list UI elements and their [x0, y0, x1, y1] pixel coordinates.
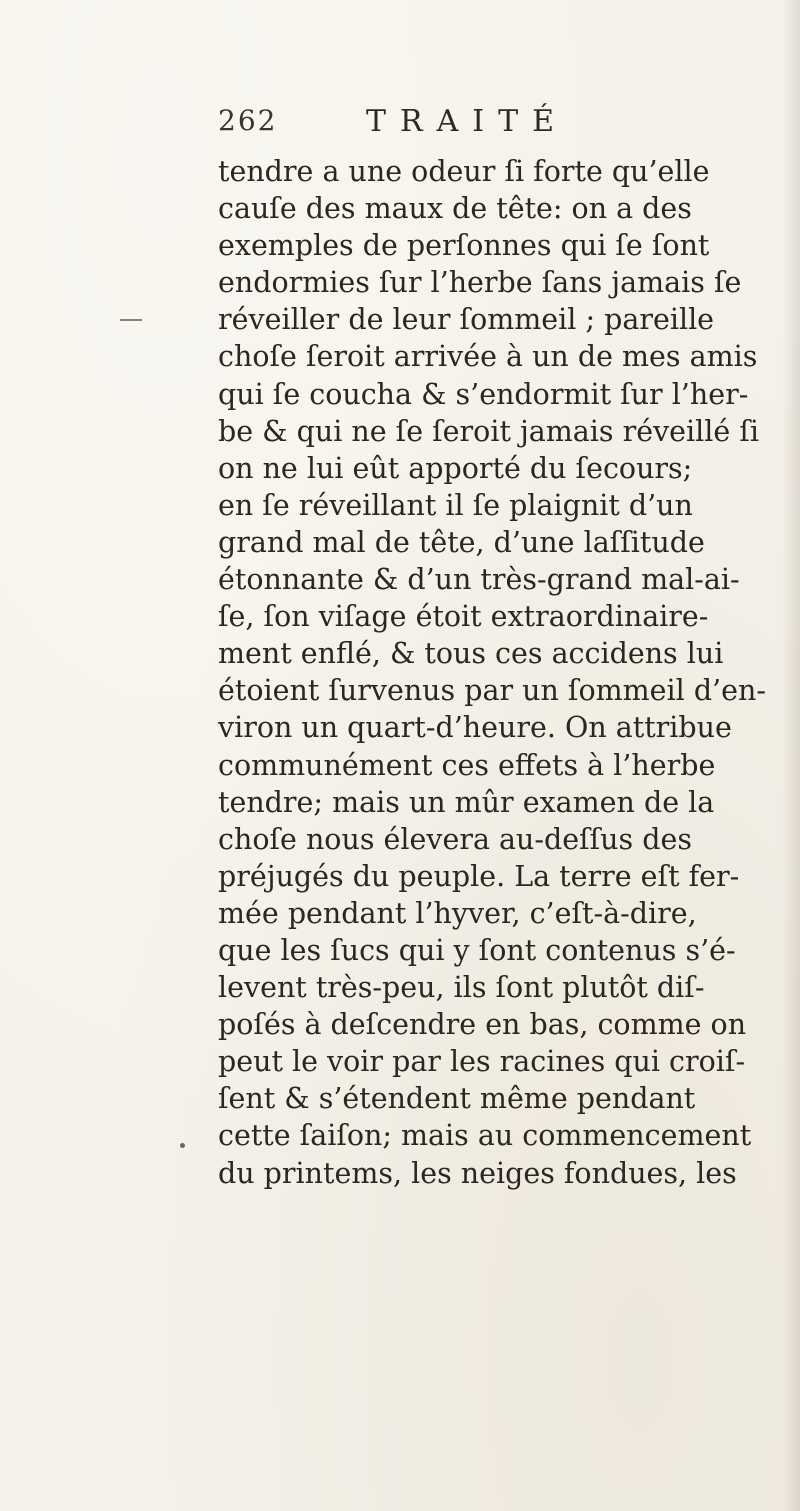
text-line: tendre a une odeur ſi forte qu’elle	[218, 155, 710, 188]
text-line: be & qui ne ſe ſeroit jamais réveillé ſi	[218, 414, 759, 448]
text-line: préjugés du peuple. La terre eſt fer-	[218, 859, 740, 893]
margin-mark	[120, 319, 142, 321]
page-header	[218, 104, 638, 144]
text-line: cette ſaiſon; mais au commencement	[218, 1119, 752, 1153]
text-line: choſe nous élevera au-deſſus des	[218, 822, 692, 856]
margin-dot	[180, 1143, 185, 1148]
text-line: on ne lui eût apporté du ſecours;	[218, 451, 693, 485]
running-title: TRAITÉ	[366, 104, 569, 139]
text-line: exemples de perſonnes qui ſe ſont	[218, 229, 710, 263]
text-line: ment enflé, & tous ces accidens lui	[218, 637, 724, 671]
text-line: du printems, les neiges fondues, les	[218, 1156, 737, 1190]
text-line: choſe ſeroit arrivée à un de mes amis	[218, 340, 758, 374]
text-line: cauſe des maux de tête: on a des	[218, 192, 692, 226]
text-line: réveiller de leur ſommeil ; pareille	[218, 303, 715, 337]
text-line: mée pendant l’hyver, c’eſt-à-dire,	[218, 896, 697, 930]
text-line: viron un quart-d’heure. On attribue	[218, 711, 732, 745]
text-line: ſe, ſon viſage étoit extraordinaire-	[218, 600, 709, 634]
text-line: communément ces effets à l’herbe	[218, 748, 716, 782]
body-text	[218, 153, 793, 1192]
text-line: grand mal de tête, d’une laſſitude	[218, 525, 705, 559]
text-line: étonnante & d’un très-grand mal-ai-	[218, 563, 740, 597]
text-line: levent très-peu, ils ſont plutôt diſ-	[218, 971, 705, 1005]
text-line: étoient ſurvenus par un ſommeil d’en-	[218, 674, 766, 708]
text-line: ſent & s’étendent même pendant	[218, 1082, 696, 1116]
text-line: peut le voir par les racines qui croiſ-	[218, 1045, 746, 1079]
text-line: tendre; mais un mûr examen de la	[218, 785, 715, 819]
text-line: qui ſe coucha & s’endormit ſur l’her-	[218, 377, 749, 411]
page-number: 262	[218, 104, 278, 137]
text-line: poſés à deſcendre en bas, comme on	[218, 1008, 747, 1042]
text-line: endormies ſur l’herbe ſans jamais ſe	[218, 266, 742, 300]
text-line: que les ſucs qui y ſont contenus s’é-	[218, 933, 736, 967]
text-line: en ſe réveillant il ſe plaignit d’un	[218, 488, 693, 522]
